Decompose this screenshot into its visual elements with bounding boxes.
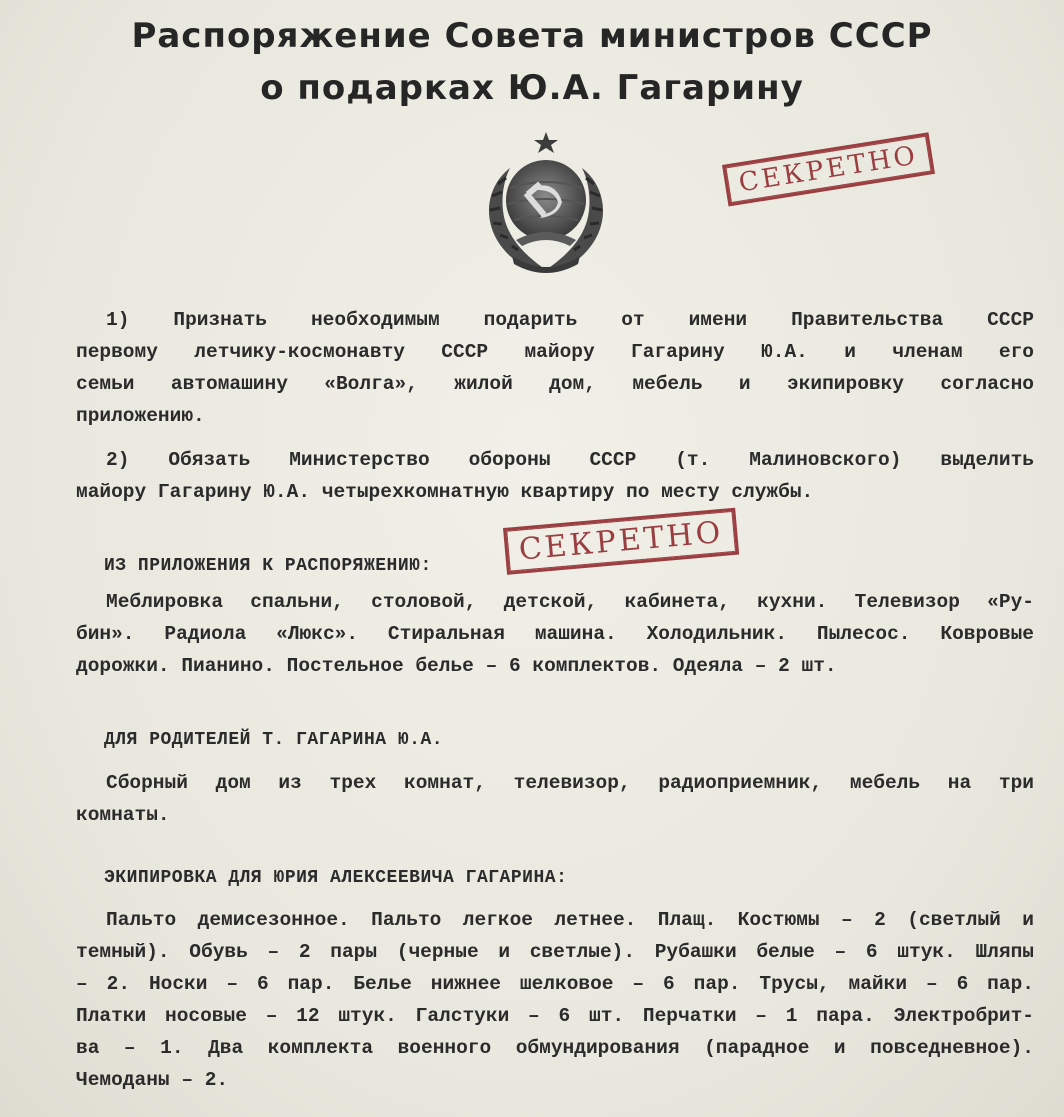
equipment-heading: ЭКИПИРОВКА ДЛЯ ЮРИЯ АЛЕКСЕЕВИЧА ГАГАРИНА: <box>104 868 568 888</box>
paragraph-1-line: семьи автомашину «Волга», жилой дом, мебель и экипировку согласно <box>76 373 1034 395</box>
appendix-line: дорожки. Пианино. Постельное белье – 6 комплектов. Одеяла – 2 шт. <box>76 655 837 677</box>
equipment-line: ва – 1. Два комплекта военного обмундирования (парадное и повседневное). <box>76 1037 1034 1059</box>
paragraph-1-line: приложению. <box>76 405 205 427</box>
equipment-body <box>76 904 1034 1096</box>
parents-line: комнаты. <box>76 804 170 826</box>
document-title-line-2: о подарках Ю.А. Гагарину <box>260 68 804 108</box>
secret-stamp-top <box>722 132 935 206</box>
equipment-line: Пальто демисезонное. Пальто легкое летнее. Плащ. Костюмы – 2 (светлый и <box>106 909 1034 931</box>
equipment-line: Чемоданы – 2. <box>76 1069 229 1091</box>
appendix-line: бин». Радиола «Люкс». Стиральная машина. Холодильник. Пылесос. Ковровые <box>76 623 1034 645</box>
paragraph-2 <box>76 444 1034 508</box>
paragraph-1 <box>76 304 1034 432</box>
paragraph-1-line: первому летчику-космонавту СССР майору Гагарину Ю.А. и членам его <box>76 341 1034 363</box>
secret-stamp-appendix <box>503 508 739 575</box>
equipment-line: – 2. Носки – 6 пар. Белье нижнее шелковое – 6 пар. Трусы, майки – 6 пар. <box>76 973 1034 995</box>
equipment-line: темный). Обувь – 2 пары (черные и светлые). Рубашки белые – 6 штук. Шляпы <box>76 941 1034 963</box>
paragraph-1-line: 1) Признать необходимым подарить от имени Правительства СССР <box>106 309 1034 331</box>
secret-stamp-top-label: СЕКРЕТНО <box>725 136 931 203</box>
document-title-line-1: Распоряжение Совета министров СССР <box>131 16 933 56</box>
paragraph-2-line: 2) Обязать Министерство обороны СССР (т. Малиновского) выделить <box>106 449 1034 471</box>
appendix-line: Меблировка спальни, столовой, детской, кабинета, кухни. Телевизор «Ру- <box>106 591 1034 613</box>
ussr-state-emblem-icon <box>466 128 626 278</box>
appendix-heading: ИЗ ПРИЛОЖЕНИЯ К РАСПОРЯЖЕНИЮ: <box>104 556 432 576</box>
paragraph-2-line: майору Гагарину Ю.А. четырехкомнатную квартиру по месту службы. <box>76 481 814 503</box>
parents-line: Сборный дом из трех комнат, телевизор, радиоприемник, мебель на три <box>106 772 1034 794</box>
secret-stamp-appendix-label: СЕКРЕТНО <box>506 511 736 572</box>
appendix-body <box>76 586 1034 682</box>
equipment-line: Платки носовые – 12 штук. Галстуки – 6 шт. Перчатки – 1 пара. Электробрит- <box>76 1005 1034 1027</box>
parents-heading: ДЛЯ РОДИТЕЛЕЙ Т. ГАГАРИНА Ю.А. <box>104 730 444 750</box>
parents-body <box>76 767 1034 831</box>
